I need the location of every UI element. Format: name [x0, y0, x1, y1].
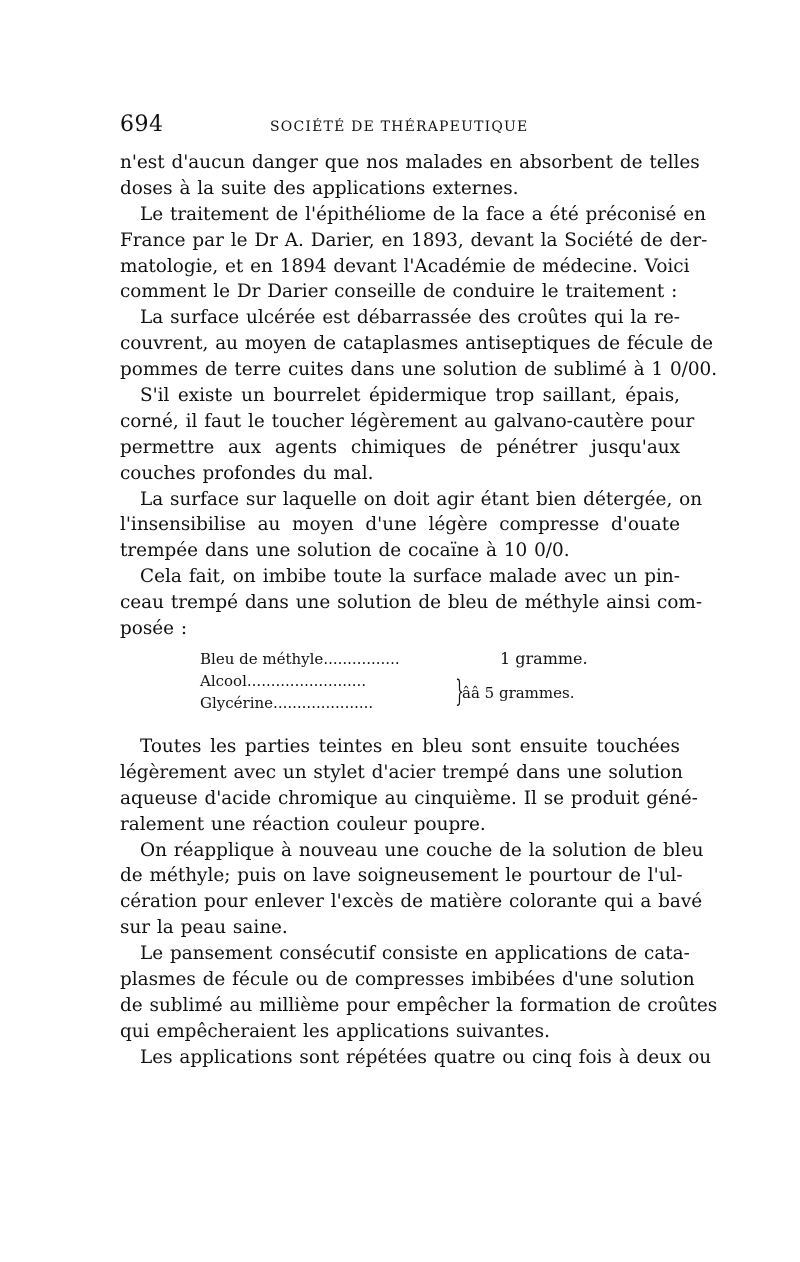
text-line: On réapplique à nouveau une couche de la solution de bleu: [140, 839, 704, 861]
text-line: La surface ulcérée est débarrassée des croûtes qui la re-: [140, 307, 680, 329]
leader-dots: .....................: [273, 694, 374, 712]
text-line: Les applications sont répétées quatre ou cinq fois à deux ou: [140, 1046, 712, 1068]
leader-dots: ................: [323, 650, 400, 668]
text-line: ralement une réaction couleur poupre.: [120, 813, 486, 835]
page-number: 694: [120, 112, 164, 137]
text-line: aqueuse d'acide chromique au cinquième. Il se produit géné-: [120, 787, 698, 809]
text-line: pommes de terre cuites dans une solution de sublimé à 1 0/00.: [120, 359, 718, 381]
text-line: La surface sur laquelle on doit agir étant bien détergée, on: [140, 488, 703, 510]
text-line: corné, il faut le toucher légèrement au galvano-cautère pour: [120, 410, 695, 432]
text-line: couches profondes du mal.: [120, 462, 374, 484]
brace-symbol: }: [455, 674, 464, 709]
formula-block: [200, 648, 610, 714]
text-line: Le pansement consécutif consiste en applications de cata-: [140, 943, 690, 965]
ingredient-name: Bleu de méthyle: [200, 650, 324, 668]
text-line: trempée dans une solution de cocaïne à 10 0/0.: [120, 540, 570, 562]
text-line: sur la peau saine.: [120, 917, 288, 939]
formula-shared-quantity: ââ 5 grammes.: [462, 684, 575, 702]
text-line: qui empêcheraient les applications suivantes.: [120, 1020, 550, 1042]
text-line: Cela fait, on imbibe toute la surface malade avec un pin-: [140, 566, 680, 588]
text-line: comment le Dr Darier conseille de conduire le traitement :: [120, 281, 678, 303]
text-line: posée :: [120, 618, 188, 640]
text-line: cération pour enlever l'excès de matière colorante qui a bavé: [120, 891, 703, 913]
text-line: matologie, et en 1894 devant l'Académie de médecine. Voici: [120, 255, 690, 277]
formula-ingredient: [200, 692, 373, 714]
formula-row-methyl-blue: [200, 648, 610, 670]
text-line: permettre aux agents chimiques de pénétrer jusqu'aux: [120, 436, 680, 458]
body-text-bottom: [120, 734, 718, 1071]
text-line: de méthyle; puis on lave soigneusement le pourtour de l'ul-: [120, 865, 683, 887]
body-text-top: [120, 150, 718, 642]
running-head: SOCIÉTÉ DE THÉRAPEUTIQUE: [270, 119, 529, 135]
text-line: Toutes les parties teintes en bleu sont ensuite touchées: [140, 736, 680, 757]
text-line: doses à la suite des applications externes.: [120, 177, 519, 199]
text-line: couvrent, au moyen de cataplasmes antiseptiques de fécule de: [120, 333, 713, 355]
text-line: France par le Dr A. Darier, en 1893, devant la Société de der-: [120, 229, 708, 251]
formula-ingredient: [200, 670, 366, 692]
text-line: plasmes de fécule ou de compresses imbibées d'une solution: [120, 969, 695, 991]
text-line: l'insensibilise au moyen d'une légère compresse d'ouate: [120, 514, 680, 536]
text-line: de sublimé au millième pour empêcher la formation de croûtes: [120, 994, 718, 1016]
text-line: légèrement avec un stylet d'acier trempé dans une solution: [120, 761, 683, 783]
text-line: ceau trempé dans une solution de bleu de méthyle ainsi com-: [120, 592, 703, 614]
text-line: n'est d'aucun danger que nos malades en absorbent de telles: [120, 152, 700, 173]
text-line: Le traitement de l'épithéliome de la face a été préconisé en: [140, 203, 706, 225]
ingredient-name: Glycérine: [200, 694, 274, 712]
formula-quantity: 1 gramme.: [500, 649, 588, 668]
page-header: [120, 112, 680, 142]
leader-dots: .........................: [246, 672, 367, 690]
text-line: S'il existe un bourrelet épidermique trop saillant, épais,: [140, 385, 680, 407]
ingredient-name: Alcool: [200, 672, 247, 690]
formula-ingredient: [200, 648, 400, 670]
